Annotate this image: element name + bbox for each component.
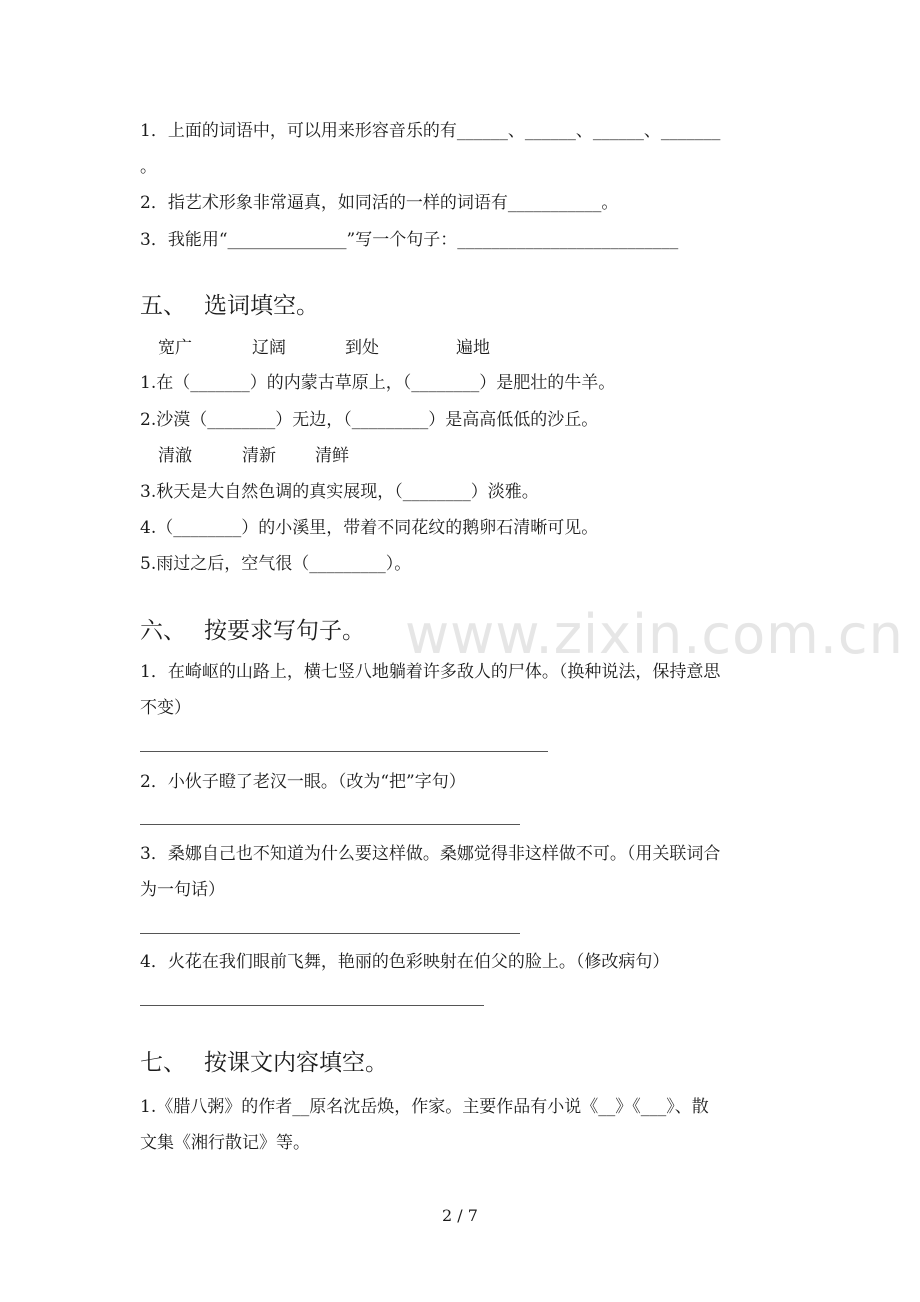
section-6-question-1-line-1: 1．在崎岖的山路上，横七竖八地躺着许多敌人的尸体。（换种说法，保持意思 — [140, 662, 721, 682]
section-6-question-3-line-1: 3．桑娜自己也不知道为什么要这样做。桑娜觉得非这样做不可。（用关联词合 — [140, 844, 721, 864]
top-question-2: 2．指艺术形象非常逼真，如同活的一样的词语有___________。 — [140, 193, 619, 213]
section-7-heading — [140, 1048, 388, 1078]
section-7-number: 七、 — [140, 1050, 186, 1076]
section-5-title: 选词填空。 — [204, 293, 319, 319]
word-choice-1: 宽广 — [158, 338, 192, 358]
top-question-3: 3．我能用“______________”写一个句子：__________________________ — [140, 230, 679, 250]
section-6-heading — [140, 616, 365, 646]
answer-line-4 — [140, 1005, 484, 1006]
word-choice-3: 到处 — [345, 338, 379, 358]
answer-line-1 — [140, 751, 548, 752]
watermark: www.zixin.com.cn — [405, 603, 904, 666]
word-choice-2: 辽阔 — [252, 338, 286, 358]
section-6-question-1-line-2: 不变） — [140, 698, 191, 718]
section-7-question-1-line-1: 1.《腊八粥》的作者__原名沈岳焕，作家。主要作品有小说《__》《___》、散 — [140, 1097, 709, 1117]
section-6-question-4: 4．火花在我们眼前飞舞，艳丽的色彩映射在伯父的脸上。（修改病句） — [140, 952, 670, 972]
word-choice-5: 清澈 — [158, 446, 192, 466]
top-question-1-line-2: 。 — [140, 157, 157, 177]
section-5-number: 五、 — [140, 293, 186, 319]
section-5-question-2: 2.沙漠（________）无边，（_________）是高高低低的沙丘。 — [140, 410, 599, 430]
section-5-question-3: 3.秋天是大自然色调的真实展现，（________）淡雅。 — [140, 482, 539, 502]
answer-line-2 — [140, 824, 520, 825]
top-question-1-line-1: 1．上面的词语中，可以用来形容音乐的有______、______、______、_______ — [140, 121, 721, 141]
section-7-title: 按课文内容填空。 — [204, 1050, 388, 1076]
section-5-question-5: 5.雨过之后，空气很（_________）。 — [140, 554, 412, 574]
section-5-question-1: 1.在（_______）的内蒙古草原上，（________）是肥壮的牛羊。 — [140, 373, 616, 393]
section-5-heading — [140, 291, 319, 321]
section-6-title: 按要求写句子。 — [204, 618, 365, 644]
section-5-question-4: 4.（________）的小溪里，带着不同花纹的鹅卵石清晰可见。 — [140, 518, 599, 538]
section-6-question-2: 2．小伙子瞪了老汉一眼。（改为“把”字句） — [140, 772, 466, 792]
section-6-number: 六、 — [140, 618, 186, 644]
section-7-question-1-line-2: 文集《湘行散记》等。 — [140, 1133, 310, 1153]
word-choice-7: 清鲜 — [315, 446, 349, 466]
page-number: 2 / 7 — [442, 1206, 478, 1225]
answer-line-3 — [140, 933, 520, 934]
word-choice-6: 清新 — [242, 446, 276, 466]
section-6-question-3-line-2: 为一句话） — [140, 880, 225, 900]
word-choice-4: 遍地 — [456, 338, 490, 358]
